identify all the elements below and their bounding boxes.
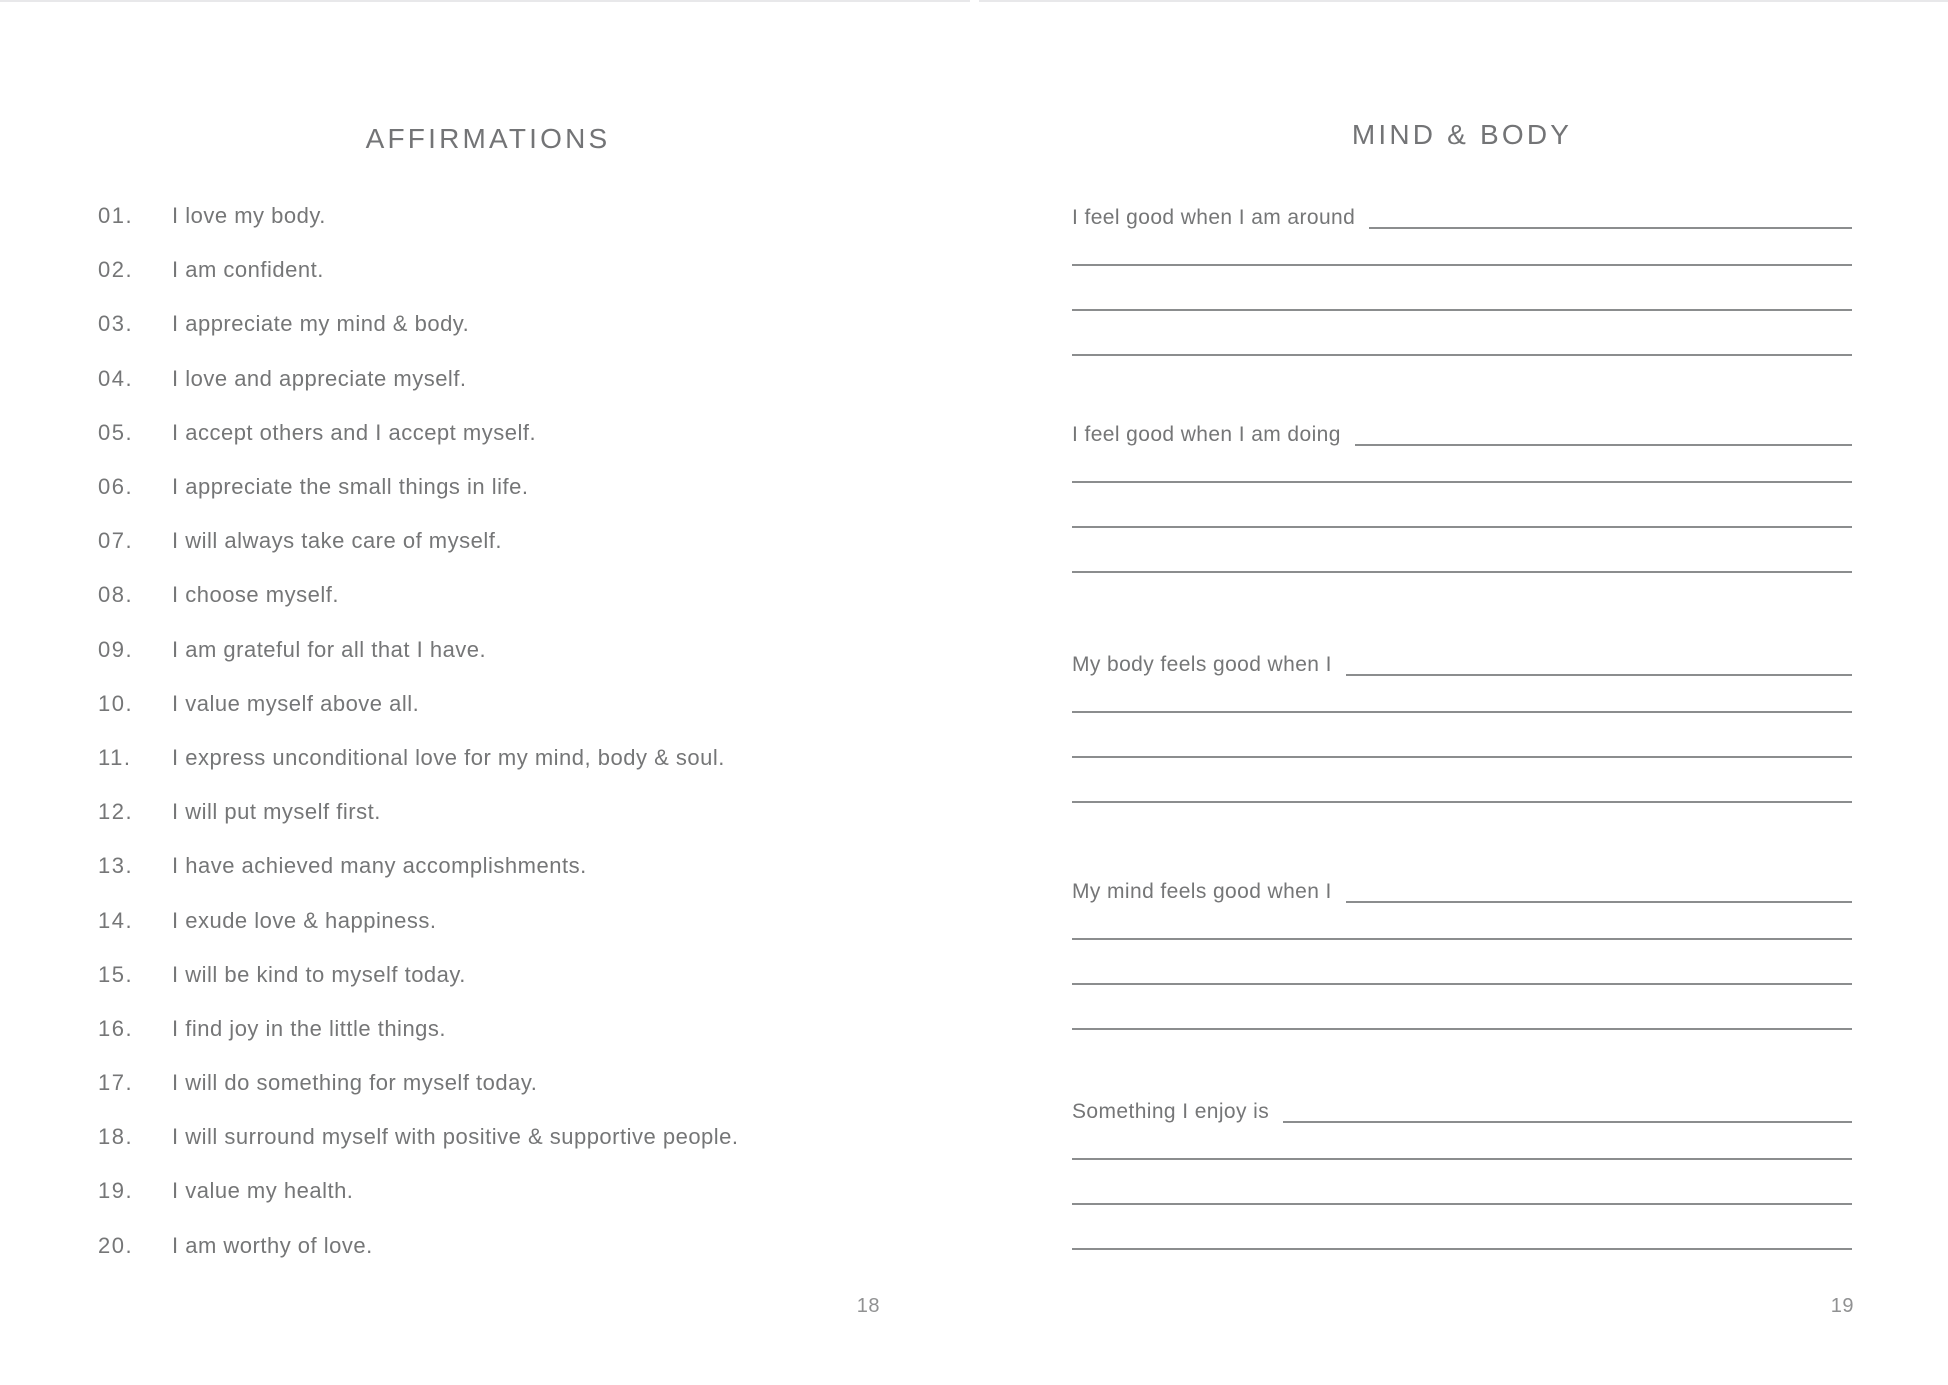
- item-text: I am worthy of love.: [172, 1232, 373, 1258]
- answer-line: [1072, 481, 1852, 483]
- item-number: 11.: [98, 744, 132, 770]
- item-text: I value myself above all.: [172, 690, 420, 716]
- item-text: I love my body.: [172, 203, 326, 229]
- page-number-right: 19: [1830, 1295, 1854, 1317]
- affirmation-item: [98, 243, 928, 297]
- affirmation-item: [98, 893, 928, 947]
- answer-line: [1072, 1028, 1852, 1030]
- prompt-section: [1072, 1097, 1852, 1267]
- answer-line: [1072, 711, 1852, 713]
- item-number: 15.: [98, 961, 134, 987]
- item-text: I accept others and I accept myself.: [172, 419, 537, 445]
- affirmation-item: [98, 406, 928, 460]
- affirmation-item: [98, 1056, 928, 1110]
- affirmation-item: [98, 948, 928, 1002]
- item-number: 05.: [98, 419, 134, 445]
- prompt-label: My body feels good when I: [1072, 653, 1332, 676]
- prompt-section: [1072, 420, 1852, 590]
- page-number-left: 18: [856, 1295, 880, 1317]
- item-text: I will surround myself with positive & supportive people.: [172, 1124, 739, 1150]
- item-number: 04.: [98, 365, 134, 391]
- item-number: 18.: [98, 1124, 134, 1150]
- answer-line: [1355, 444, 1852, 446]
- item-number: 14.: [98, 907, 134, 933]
- affirmation-item: [98, 623, 928, 677]
- answer-line: [1072, 756, 1852, 758]
- affirmation-item: [98, 1164, 928, 1218]
- item-number: 17.: [98, 1070, 134, 1096]
- affirmation-item: [98, 514, 928, 568]
- item-text: I am confident.: [172, 257, 324, 283]
- affirmation-item: [98, 568, 928, 622]
- item-text: I find joy in the little things.: [172, 1015, 447, 1041]
- item-number: 06.: [98, 474, 134, 500]
- item-number: 19.: [98, 1178, 134, 1204]
- answer-line: [1072, 354, 1852, 356]
- answer-line: [1072, 309, 1852, 311]
- page-title-mind-body: MIND & BODY: [1351, 119, 1573, 150]
- affirmation-item: [98, 785, 928, 839]
- item-text: I am grateful for all that I have.: [172, 636, 487, 662]
- item-number: 09.: [98, 636, 134, 662]
- affirmation-item: [98, 839, 928, 893]
- prompt-section: [1072, 650, 1852, 820]
- answer-line: [1346, 901, 1852, 903]
- right-page: [974, 0, 1948, 1385]
- prompt-label: I feel good when I am doing: [1072, 423, 1341, 446]
- affirmation-item: [98, 677, 928, 731]
- affirmation-item: [98, 1110, 928, 1164]
- item-text: I love and appreciate myself.: [172, 365, 467, 391]
- prompt-section: [1072, 203, 1852, 373]
- answer-line: [1072, 983, 1852, 985]
- item-text: I choose myself.: [172, 582, 339, 608]
- answer-line: [1072, 938, 1852, 940]
- answer-line: [1072, 526, 1852, 528]
- item-text: I will do something for myself today.: [172, 1070, 538, 1096]
- item-number: 13.: [98, 853, 134, 879]
- item-text: I exude love & happiness.: [172, 907, 437, 933]
- answer-line: [1346, 674, 1852, 676]
- prompt-section: [1072, 877, 1852, 1047]
- item-text: I express unconditional love for my mind, body & soul.: [172, 744, 725, 770]
- item-number: 08.: [98, 582, 134, 608]
- item-number: 07.: [98, 528, 134, 554]
- affirmation-item: [98, 352, 928, 406]
- item-number: 20.: [98, 1232, 134, 1258]
- item-text: I have achieved many accomplishments.: [172, 853, 587, 879]
- answer-line: [1072, 1158, 1852, 1160]
- answer-line: [1072, 571, 1852, 573]
- affirmation-item: [98, 460, 928, 514]
- item-text: I will put myself first.: [172, 799, 381, 825]
- affirmation-item: [98, 1002, 928, 1056]
- answer-line: [1369, 227, 1852, 229]
- prompt-label: Something I enjoy is: [1072, 1100, 1270, 1123]
- item-number: 12.: [98, 799, 134, 825]
- affirmation-item: [98, 297, 928, 351]
- item-number: 03.: [98, 311, 134, 337]
- item-number: 01.: [98, 203, 134, 229]
- answer-line: [1072, 801, 1852, 803]
- answer-line: [1072, 1203, 1852, 1205]
- item-text: I appreciate my mind & body.: [172, 311, 470, 337]
- item-number: 16.: [98, 1015, 134, 1041]
- item-text: I value my health.: [172, 1178, 354, 1204]
- prompt-label: My mind feels good when I: [1072, 880, 1332, 903]
- answer-line: [1072, 264, 1852, 266]
- page-title-affirmations: AFFIRMATIONS: [365, 123, 611, 154]
- answer-line: [1283, 1121, 1852, 1123]
- affirmation-item: [98, 189, 928, 243]
- item-text: I appreciate the small things in life.: [172, 474, 529, 500]
- item-text: I will always take care of myself.: [172, 528, 502, 554]
- item-number: 02.: [98, 257, 134, 283]
- affirmation-item: [98, 731, 928, 785]
- item-number: 10.: [98, 690, 134, 716]
- affirmations-list: [98, 189, 928, 1273]
- item-text: I will be kind to myself today.: [172, 961, 466, 987]
- answer-line: [1072, 1248, 1852, 1250]
- affirmation-item: [98, 1219, 928, 1273]
- prompt-label: I feel good when I am around: [1072, 206, 1356, 229]
